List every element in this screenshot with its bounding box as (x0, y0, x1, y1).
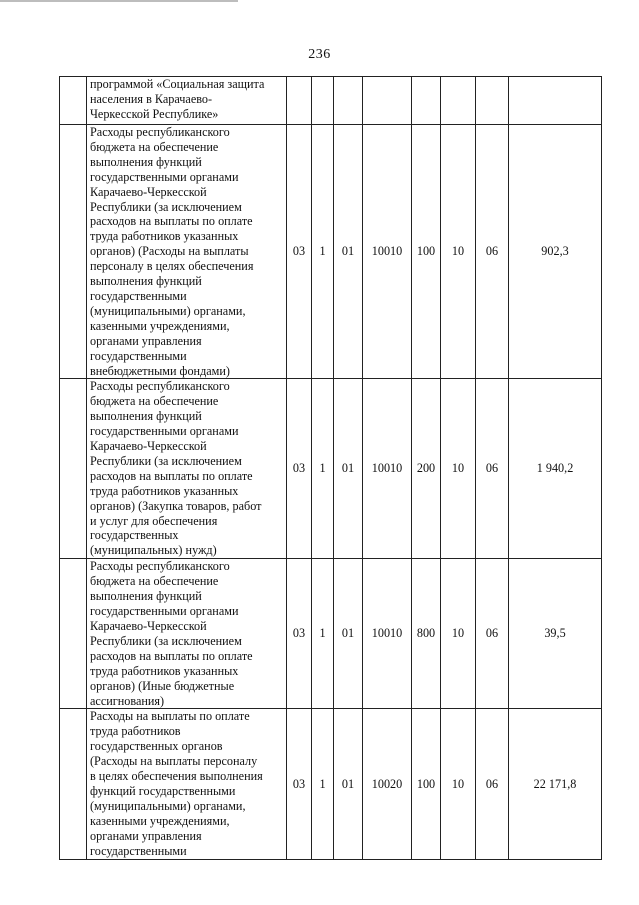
description-line: функций государственными (90, 784, 236, 798)
target-code-cell: 10010 (363, 125, 412, 379)
description-line: органов) (Расходы на выплаты (90, 244, 249, 259)
description-line: Расходы на выплаты по оплате (90, 709, 250, 724)
amount-cell: 902,3 (509, 125, 602, 379)
subsection-code-cell: 1 (312, 709, 334, 859)
amount-cell (509, 77, 602, 125)
description-line: государственными органами (90, 169, 239, 184)
description-line: (муниципальными) органами, (90, 303, 246, 318)
description-line: органами управления (90, 333, 202, 348)
description-line: государственными органами (90, 604, 239, 619)
table-row (60, 379, 602, 559)
description-line: труда работников указанных (90, 663, 239, 678)
description-cell (87, 559, 287, 709)
table-row (60, 125, 602, 379)
target-code-cell: 10020 (363, 709, 412, 859)
kosgu-code-cell: 10 (441, 379, 476, 559)
amount-cell: 39,5 (509, 559, 602, 709)
description-cell (87, 379, 287, 559)
table-row (60, 559, 602, 709)
description-line: выполнения функций (90, 409, 202, 424)
description-line: органами управления (90, 828, 202, 843)
page-number: 236 (308, 47, 331, 62)
description-cell (87, 77, 287, 125)
subsection-code-cell: 1 (312, 125, 334, 379)
description-line: труда работников указанных (90, 483, 239, 498)
description-line: государственными (90, 348, 187, 363)
description-line: (Расходы на выплаты персоналу (90, 754, 258, 769)
description-line: государственными (90, 288, 187, 303)
description-line: выполнения функций (90, 589, 202, 604)
description-line: государственных (90, 528, 179, 543)
description-line: Расходы республиканского (90, 559, 230, 574)
target-code-cell: 10010 (363, 379, 412, 559)
description-line: бюджета на обеспечение (90, 574, 219, 589)
subsection-code-cell (312, 77, 334, 125)
program-code-cell: 01 (334, 379, 363, 559)
table-row (60, 77, 602, 125)
description-line: государственных органов (90, 739, 223, 754)
subprogram-code-cell: 06 (476, 559, 509, 709)
row-number-cell (60, 559, 87, 709)
kosgu-code-cell (441, 77, 476, 125)
description-line: бюджета на обеспечение (90, 394, 219, 409)
subprogram-code-cell: 06 (476, 379, 509, 559)
description-line: выполнения функций (90, 154, 202, 169)
description-line: труда работников (90, 724, 181, 739)
kosgu-code-cell: 10 (441, 125, 476, 379)
description-line: в целях обеспечения выполнения (90, 769, 263, 784)
description-line: Расходы республиканского (90, 379, 230, 394)
section-code-cell (287, 77, 312, 125)
description-line: Республики (за исключением (90, 633, 242, 648)
description-line: Республики (за исключением (90, 199, 242, 214)
description-line: Черкесской Республике» (90, 106, 219, 121)
target-code-cell (363, 77, 412, 125)
description-line: (муниципальными) органами, (90, 798, 246, 813)
amount-cell: 1 940,2 (509, 379, 602, 559)
subsection-code-cell: 1 (312, 379, 334, 559)
description-line: выполнения функций (90, 274, 202, 289)
expense-type-code-cell: 100 (412, 709, 441, 859)
description-line: расходов на выплаты по оплате (90, 214, 253, 229)
row-number-cell (60, 709, 87, 859)
description-line: казенными учреждениями, (90, 813, 230, 828)
expense-type-code-cell (412, 77, 441, 125)
description-line: и услуг для обеспечения (90, 513, 218, 528)
program-code-cell: 01 (334, 559, 363, 709)
row-number-cell (60, 77, 87, 125)
program-code-cell (334, 77, 363, 125)
row-number-cell (60, 379, 87, 559)
description-line: персоналу в целях обеспечения (90, 259, 254, 274)
expense-type-code-cell: 800 (412, 559, 441, 709)
section-code-cell: 03 (287, 709, 312, 859)
kosgu-code-cell: 10 (441, 559, 476, 709)
top-rule (0, 0, 238, 2)
subprogram-code-cell: 06 (476, 125, 509, 379)
description-line: Карачаево-Черкесской (90, 184, 207, 199)
description-line: государственными (90, 843, 187, 858)
description-line: Карачаево-Черкесской (90, 439, 207, 454)
expense-type-code-cell: 200 (412, 379, 441, 559)
description-line: расходов на выплаты по оплате (90, 648, 253, 663)
description-line: Республики (за исключением (90, 453, 242, 468)
table-row (60, 709, 602, 859)
section-code-cell: 03 (287, 125, 312, 379)
description-line: труда работников указанных (90, 229, 239, 244)
target-code-cell: 10010 (363, 559, 412, 709)
description-line: внебюджетными фондами) (90, 363, 230, 378)
description-line: ассигнования) (90, 693, 165, 708)
description-cell (87, 125, 287, 379)
description-line: населения в Карачаево- (90, 91, 213, 106)
description-line: расходов на выплаты по оплате (90, 468, 253, 483)
amount-cell: 22 171,8 (509, 709, 602, 859)
row-number-cell (60, 125, 87, 379)
description-line: органов) (Иные бюджетные (90, 678, 235, 693)
description-line: Карачаево-Черкесской (90, 619, 207, 634)
kosgu-code-cell: 10 (441, 709, 476, 859)
description-line: казенными учреждениями, (90, 318, 230, 333)
subsection-code-cell: 1 (312, 559, 334, 709)
subprogram-code-cell: 06 (476, 709, 509, 859)
description-line: бюджета на обеспечение (90, 139, 219, 154)
subprogram-code-cell (476, 77, 509, 125)
description-line: Расходы республиканского (90, 125, 230, 139)
program-code-cell: 01 (334, 709, 363, 859)
section-code-cell: 03 (287, 559, 312, 709)
program-code-cell: 01 (334, 125, 363, 379)
description-cell (87, 709, 287, 859)
description-line: государственными органами (90, 424, 239, 439)
description-line: органов) (Закупка товаров, работ (90, 498, 262, 513)
budget-table (59, 76, 602, 860)
expense-type-code-cell: 100 (412, 125, 441, 379)
description-line: (муниципальных) нужд) (90, 543, 217, 558)
description-line: программой «Социальная защита (90, 77, 265, 91)
section-code-cell: 03 (287, 379, 312, 559)
